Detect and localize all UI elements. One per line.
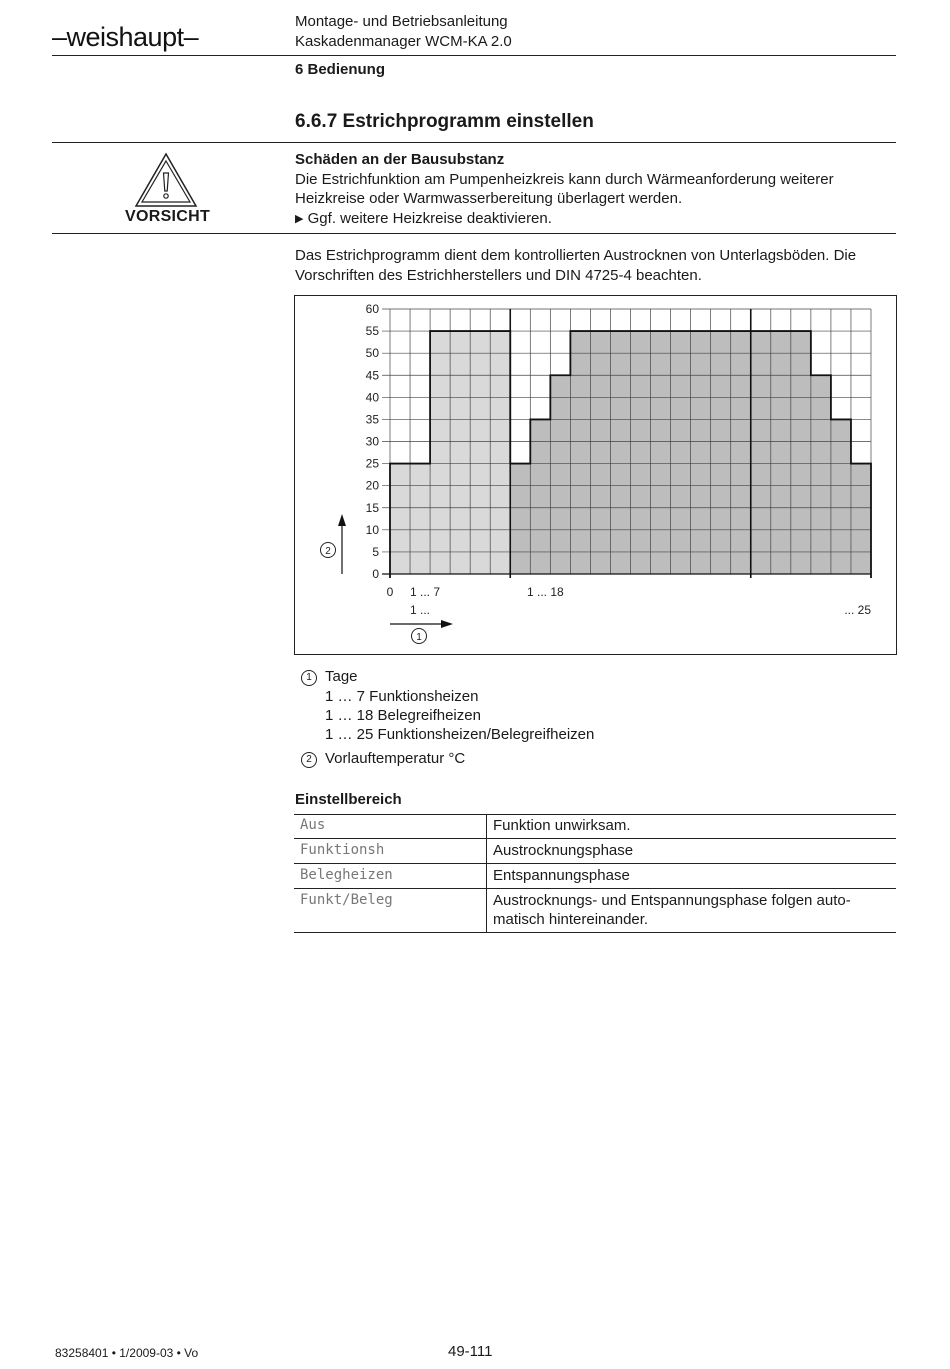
setting-desc: Entspannungsphase (487, 864, 897, 889)
header-rule (52, 55, 896, 56)
chart-bar-4 (550, 375, 570, 574)
warning-text: Die Estrichfunktion am Pumpenheizkreis kann durch Wärmeanforderung weiterer Heizkreise oder Warmwasserbereitung überlagert werden. (295, 170, 834, 207)
setting-desc: Funktion unwirksam. (487, 814, 897, 839)
settings-table (294, 814, 896, 933)
y-tick-label-4: 20 (365, 478, 379, 493)
chart-bar-6 (811, 375, 831, 574)
setting-desc: Austrocknungsphase (487, 839, 897, 864)
x-tick-label-0: 0 (386, 585, 394, 599)
x-range-end-label: ... 25 (844, 603, 871, 617)
table-row (294, 889, 896, 933)
legend-label-temp: Vorlauftemperatur °C (325, 750, 466, 767)
legend-item-2 (301, 749, 465, 769)
y-tick-label-6: 30 (365, 434, 379, 449)
marker-1: 1 (301, 670, 317, 686)
y-tick-label-3: 15 (365, 500, 379, 515)
doc-title: Montage- und Betriebsanleitung (295, 13, 508, 30)
table-row (294, 864, 896, 889)
page-number: 49-111 (448, 1343, 493, 1360)
section-title: 6.6.7 Estrichprogramm einstellen (295, 111, 594, 132)
setting-desc: Austrocknungs- und Entspannungsphase folgen auto-matisch hintereinander. (487, 889, 897, 933)
x-axis-arrow-icon (441, 620, 453, 628)
marker-2: 2 (301, 752, 317, 768)
x-axis-marker: 1 (416, 632, 422, 643)
setting-code: Funktionsh (294, 839, 487, 864)
y-tick-label-2: 10 (365, 522, 379, 537)
legend-label-days: Tage (325, 668, 358, 685)
y-tick-label-0: 0 (372, 567, 379, 581)
y-axis-marker: 2 (325, 546, 331, 557)
legend-sub-3: 1 … 25 Funktionsheizen/Belegreifheizen (325, 726, 595, 743)
settings-heading: Einstellbereich (295, 791, 402, 808)
table-row (294, 839, 896, 864)
warning-bottom-rule (52, 233, 896, 234)
setting-code: Aus (294, 814, 487, 839)
x-tick-label-1: 1 ... 7 (410, 585, 441, 599)
y-tick-label-12: 60 (365, 302, 379, 316)
setting-code: Funkt/Beleg (294, 889, 487, 933)
doc-subtitle: Kaskadenmanager WCM-KA 2.0 (295, 33, 512, 50)
y-axis-arrow-icon (338, 514, 346, 526)
chart-bar-8 (851, 464, 871, 574)
warning-top-rule (52, 142, 896, 143)
y-tick-label-8: 40 (365, 390, 379, 405)
chapter-label: 6 Bedienung (295, 61, 386, 78)
chart-bar-2 (510, 464, 530, 574)
chart-bar-7 (831, 419, 851, 574)
y-tick-label-9: 45 (365, 368, 379, 383)
arrow-right-icon: ▶ (295, 212, 304, 225)
brand-logo: –weishaupt– (52, 22, 199, 52)
legend-item-1 (301, 667, 358, 687)
y-tick-label-11: 55 (365, 324, 379, 339)
table-row (294, 814, 896, 839)
setting-code: Belegheizen (294, 864, 487, 889)
x-tick-label-2: 1 ... 18 (527, 585, 564, 599)
warning-triangle-icon (133, 151, 199, 214)
estrich-chart (295, 296, 896, 654)
y-tick-label-1: 5 (372, 544, 379, 559)
y-tick-label-5: 25 (365, 456, 379, 471)
footer-docref: 83258401 • 1/2009-03 • Vo (55, 1346, 199, 1360)
warning-heading: Schäden an der Bausubstanz (295, 151, 505, 168)
legend-sub-1: 1 … 7 Funktionsheizen (325, 688, 479, 705)
chart-frame (294, 295, 897, 655)
warning-label: VORSICHT (125, 208, 211, 225)
legend-sub-2: 1 … 18 Belegreifheizen (325, 707, 481, 724)
x-range-start-label: 1 ... (410, 603, 431, 617)
y-tick-label-7: 35 (365, 412, 379, 427)
y-tick-label-10: 50 (365, 346, 379, 361)
intro-paragraph: Das Estrichprogramm dient dem kontrollierten Austrocknen von Unterlagsböden. Die Vorschriften des Estrichherstellers und DIN 4725-4 beachten. (295, 247, 857, 284)
warning-action (295, 209, 552, 230)
chart-bar-3 (530, 419, 550, 574)
warning-action-text: Ggf. weitere Heizkreise deaktivieren. (307, 209, 552, 227)
